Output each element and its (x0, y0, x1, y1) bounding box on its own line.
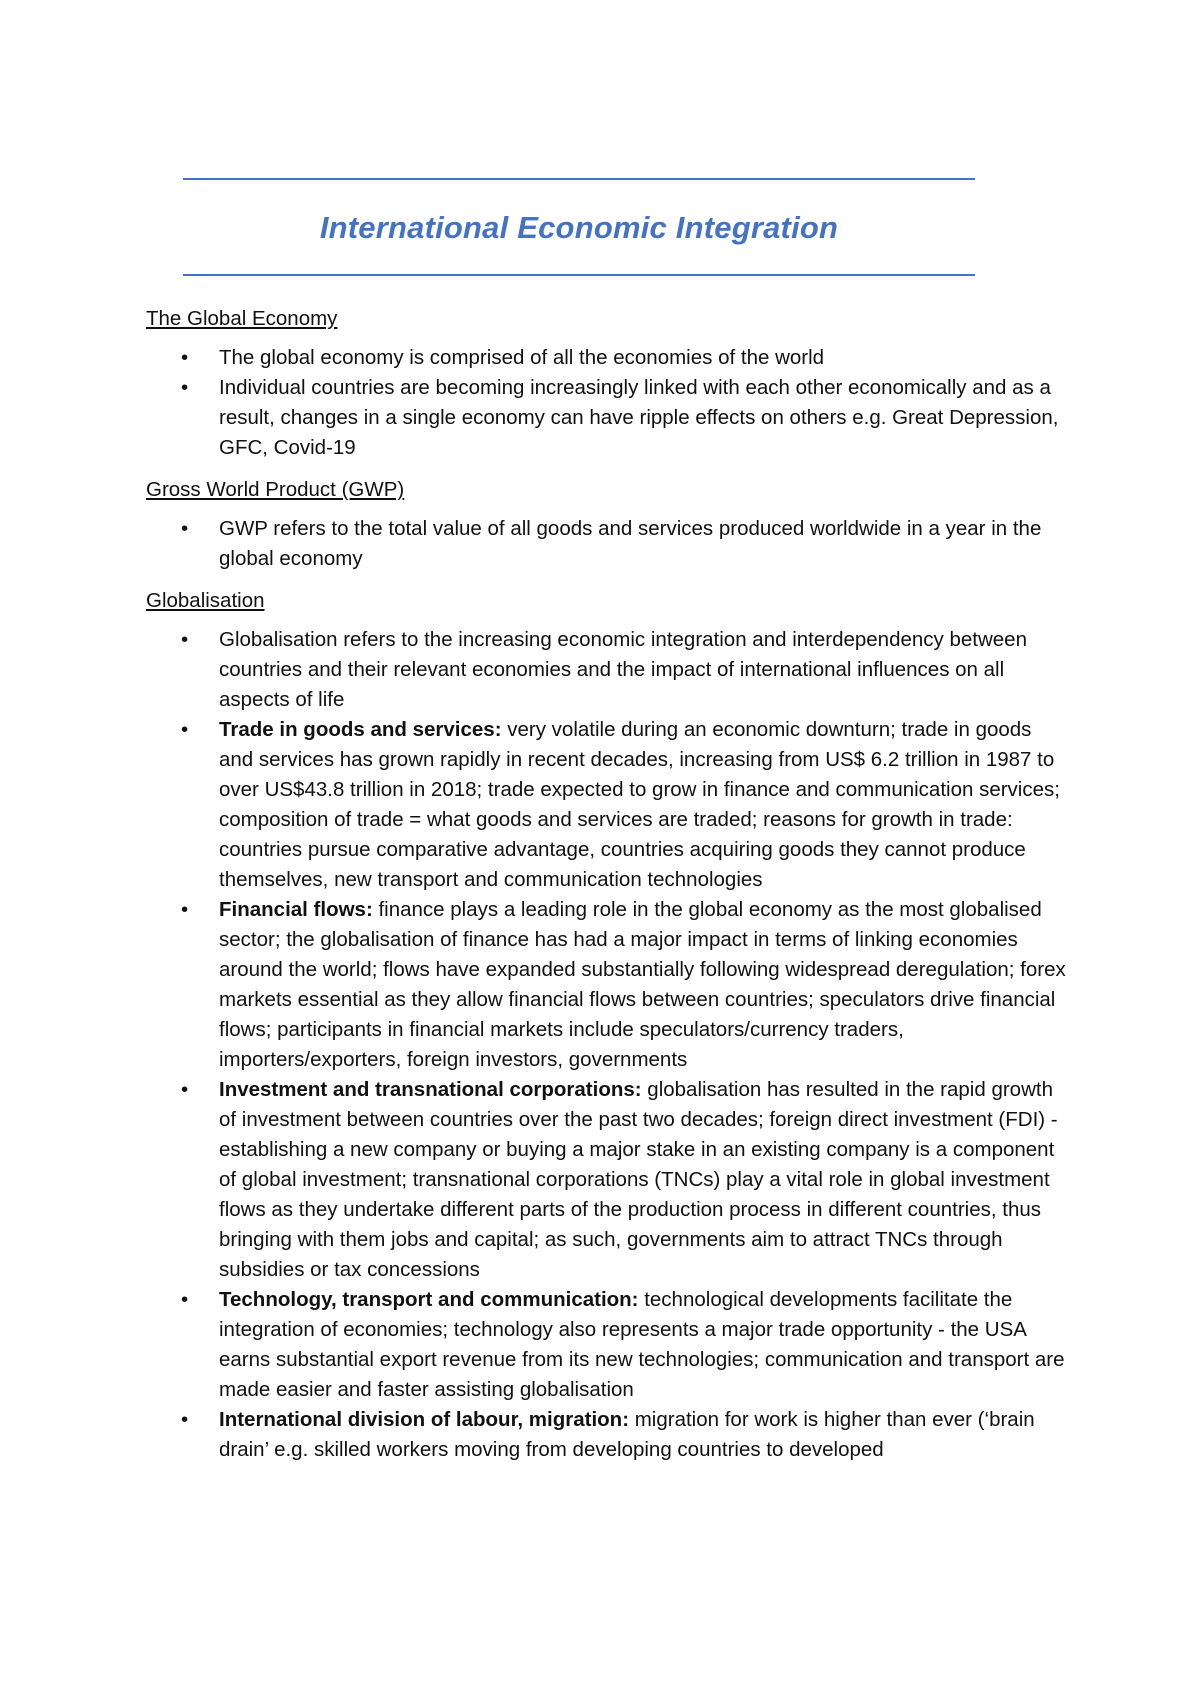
bullet-text: Globalisation refers to the increasing economic integration and interdependency between countries and their relevant economies and the impact of international influences on all aspects of life (219, 628, 1027, 711)
bullet-text: migration for work is higher than ever (‘brain drain’ e.g. skilled workers moving from developing countries to developed (219, 1408, 1035, 1461)
bullet-text: finance plays a leading role in the global economy as the most globalised sector; the globalisation of finance has had a major impact in terms of linking economies around the world; flows have expanded substantially following widespread deregulation; forex markets essential as they allow financial flows between countries; speculators drive financial flows; participants in financial markets include speculators/currency traders, importers/exporters, foreign investors, governments (219, 898, 1066, 1071)
section (146, 304, 1066, 463)
bullet-text: GWP refers to the total value of all goods and services produced worldwide in a year in the global economy (219, 517, 1042, 570)
bullet-list (146, 625, 1066, 1465)
bullet-text: globalisation has resulted in the rapid growth of investment between countries over the past two decades; foreign direct investment (FDI) - establishing a new company or buying a major stake in an existing company is a component of global investment; transnational corporations (TNCs) play a vital role in global investment flows as they undertake different parts of the production process in different countries, thus bringing with them jobs and capital; as such, governments aim to attract TNCs through subsidies or tax concessions (219, 1078, 1058, 1281)
bullet-lead: Financial flows: (219, 898, 373, 921)
section-heading: Gross World Product (GWP) (146, 478, 405, 501)
bullet-item (146, 625, 1066, 715)
bullet-item (146, 343, 1066, 373)
title-rule-bottom (183, 274, 975, 276)
title-rule-top (183, 178, 975, 180)
title-block (183, 178, 975, 276)
bullet-text: very volatile during an economic downturn; trade in goods and services has grown rapidly in recent decades, increasing from US$ 6.2 trillion in 1987 to over US$43.8 trillion in 2018; trade expected to grow in finance and communication services; composition of trade = what goods and services are traded; reasons for growth in trade: countries pursue comparative advantage, countries acquiring goods they cannot produce themselves, new transport and communication technologies (219, 718, 1060, 891)
bullet-text: technological developments facilitate the integration of economies; technology also represents a major trade opportunity - the USA earns substantial export revenue from its new technologies; communication and transport are made easier and faster assisting globalisation (219, 1288, 1065, 1401)
bullet-lead: Trade in goods and services: (219, 718, 502, 741)
document-title: International Economic Integration (319, 210, 839, 245)
bullet-item (146, 1405, 1066, 1465)
bullet-list (146, 514, 1066, 574)
bullet-item (146, 1285, 1066, 1405)
bullet-text: Individual countries are becoming increasingly linked with each other economically and as a result, changes in a single economy can have ripple effects on others e.g. Great Depression, GFC, Covid-19 (219, 376, 1059, 459)
bullet-item (146, 895, 1066, 1075)
bullet-text: The global economy is comprised of all the economies of the world (219, 346, 825, 369)
bullet-item (146, 1075, 1066, 1285)
bullet-item (146, 514, 1066, 574)
bullet-lead: Investment and transnational corporations: (219, 1078, 642, 1101)
section (146, 475, 1066, 574)
bullet-lead: International division of labour, migration: (219, 1408, 630, 1431)
bullet-item (146, 715, 1066, 895)
section-heading: The Global Economy (146, 307, 338, 330)
bullet-lead: Technology, transport and communication: (219, 1288, 639, 1311)
bullet-item (146, 373, 1066, 463)
bullet-list (146, 343, 1066, 463)
section-heading: Globalisation (146, 589, 265, 612)
section (146, 586, 1066, 1465)
document-body (146, 304, 1066, 1477)
